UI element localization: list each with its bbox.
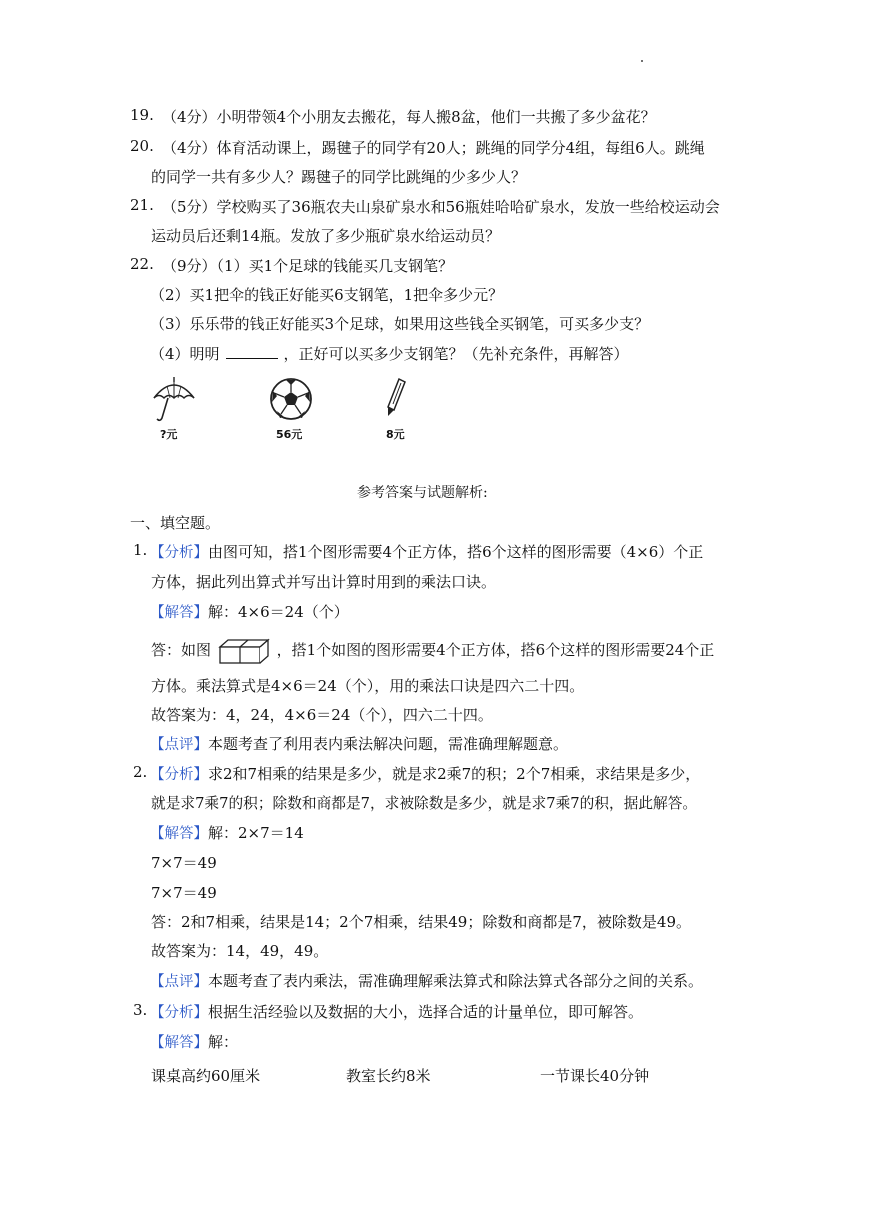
analysis-tag: 【分析】: [150, 545, 208, 561]
a2-answer: 解：2×7＝14: [208, 824, 304, 842]
q22-part4: [150, 343, 629, 364]
umbrella-price: ?元: [160, 428, 178, 441]
a2-calc-line: 7×7＝49: [151, 854, 217, 872]
a1-answer-line: [150, 601, 349, 622]
q22-number: 22.: [130, 255, 154, 273]
cubes-figure-icon: [218, 637, 270, 665]
a3-analysis-line: [150, 1001, 643, 1022]
answers-heading: 参考答案与试题解析:: [357, 485, 488, 501]
answer-tag: 【解答】: [150, 605, 208, 621]
a1-reply-cont: 方体。乘法算式是4×6＝24（个），用的乘法口诀是四六二十四。: [151, 677, 585, 695]
q22-part4-start: （4）明明: [150, 345, 220, 363]
analysis-tag: 【分析】: [150, 1005, 208, 1021]
a3-answer: 解：: [208, 1033, 239, 1051]
analysis-tag: 【分析】: [150, 767, 208, 783]
q19-text: （4分）小明带领4个小朋友去搬花，每人搬8盆，他们一共搬了多少盆花？: [162, 108, 656, 126]
a1-reply-start: 答：如图: [151, 641, 212, 659]
page-dot: [641, 60, 643, 62]
a1-analysis: 由图可知，搭1个图形需要4个正方体，搭6个这样的图形需要（4×6）个正: [208, 543, 704, 561]
a1-comment-line: [150, 733, 568, 754]
comment-tag: 【点评】: [150, 974, 208, 990]
q22-part3: （3）乐乐带的钱正好能买3个足球，如果用这些钱全买钢笔，可买多少支？: [150, 315, 650, 333]
football-icon: [268, 376, 314, 422]
a1-analysis-line: [150, 541, 703, 562]
a1-reply-end: ，搭1个如图的图形需要4个正方体，搭6个这样的图形需要24个正: [276, 641, 715, 659]
a2-analysis-line: [150, 763, 700, 784]
a1-number: 1.: [133, 541, 148, 559]
a2-analysis-cont: 就是求7乘7的积；除数和商都是7，求被除数是多少，就是求7乘7的积，据此解答。: [151, 795, 698, 812]
a3-lesson-length: 一节课长40分钟: [540, 1067, 650, 1085]
a2-answer-line: [150, 822, 304, 843]
a2-reply: 答：2和7相乘，结果是14；2个7相乘，结果49；除数和商都是7，被除数是49。: [151, 913, 691, 931]
a2-comment-line: [150, 970, 703, 991]
q20-text-cont: 的同学一共有多少人？踢毽子的同学比跳绳的少多少人？: [151, 168, 527, 186]
fill-in-blank[interactable]: [226, 344, 278, 359]
answer-tag: 【解答】: [150, 1035, 208, 1051]
comment-tag: 【点评】: [150, 737, 208, 753]
q20-text: （4分）体育活动课上，踢毽子的同学有20人；跳绳的同学分4组，每组6人。跳绳: [162, 139, 705, 157]
a3-number: 3.: [133, 1001, 148, 1019]
q22-part4-end: ，正好可以买多少支钢笔？（先补充条件，再解答）: [283, 345, 629, 363]
a1-final: 故答案为：4，24，4×6＝24（个），四六二十四。: [151, 706, 493, 724]
a3-classroom-length: 教室长约8米: [346, 1067, 431, 1085]
a1-analysis-cont: 方体，据此列出算式并写出计算时用到的乘法口诀。: [151, 573, 497, 591]
q21-text: （5分）学校购买了36瓶农夫山泉矿泉水和56瓶娃哈哈矿泉水，发放一些给校运动会: [162, 198, 720, 216]
umbrella-icon: [148, 374, 200, 426]
a3-desk-height: 课桌高约60厘米: [151, 1067, 261, 1085]
q21-text-cont: 运动员后还剩14瓶。发放了多少瓶矿泉水给运动员？: [151, 227, 501, 245]
pen-icon: [382, 376, 412, 422]
q20-number: 20.: [130, 137, 154, 155]
a1-answer: 解：4×6＝24（个）: [208, 603, 349, 621]
a1-reply-line: [151, 637, 714, 665]
answer-tag: 【解答】: [150, 826, 208, 842]
a1-comment: 本题考查了利用表内乘法解决问题，需准确理解题意。: [208, 735, 569, 753]
a2-calc-line: 7×7＝49: [151, 884, 217, 902]
football-price: 56元: [276, 428, 303, 441]
a3-answer-line: [150, 1031, 238, 1052]
a2-analysis: 求2和7相乘的结果是多少，就是求2乘7的积；2个7相乘，求结果是多少，: [208, 765, 701, 783]
a2-final: 故答案为：14，49，49。: [151, 942, 329, 960]
q19-number: 19.: [130, 106, 154, 124]
a3-analysis: 根据生活经验以及数据的大小，选择合适的计量单位，即可解答。: [208, 1003, 644, 1021]
q22-text: （9分）（1）买1个足球的钱能买几支钢笔？: [162, 257, 454, 275]
section-title: 一、填空题。: [130, 514, 221, 532]
q22-part2: （2）买1把伞的钱正好能买6支钢笔，1把伞多少元？: [150, 286, 504, 304]
pen-price: 8元: [386, 428, 405, 441]
a2-number: 2.: [133, 763, 148, 781]
q21-number: 21.: [130, 196, 154, 214]
a2-comment: 本题考查了表内乘法，需准确理解乘法算式和除法算式各部分之间的关系。: [208, 972, 704, 990]
